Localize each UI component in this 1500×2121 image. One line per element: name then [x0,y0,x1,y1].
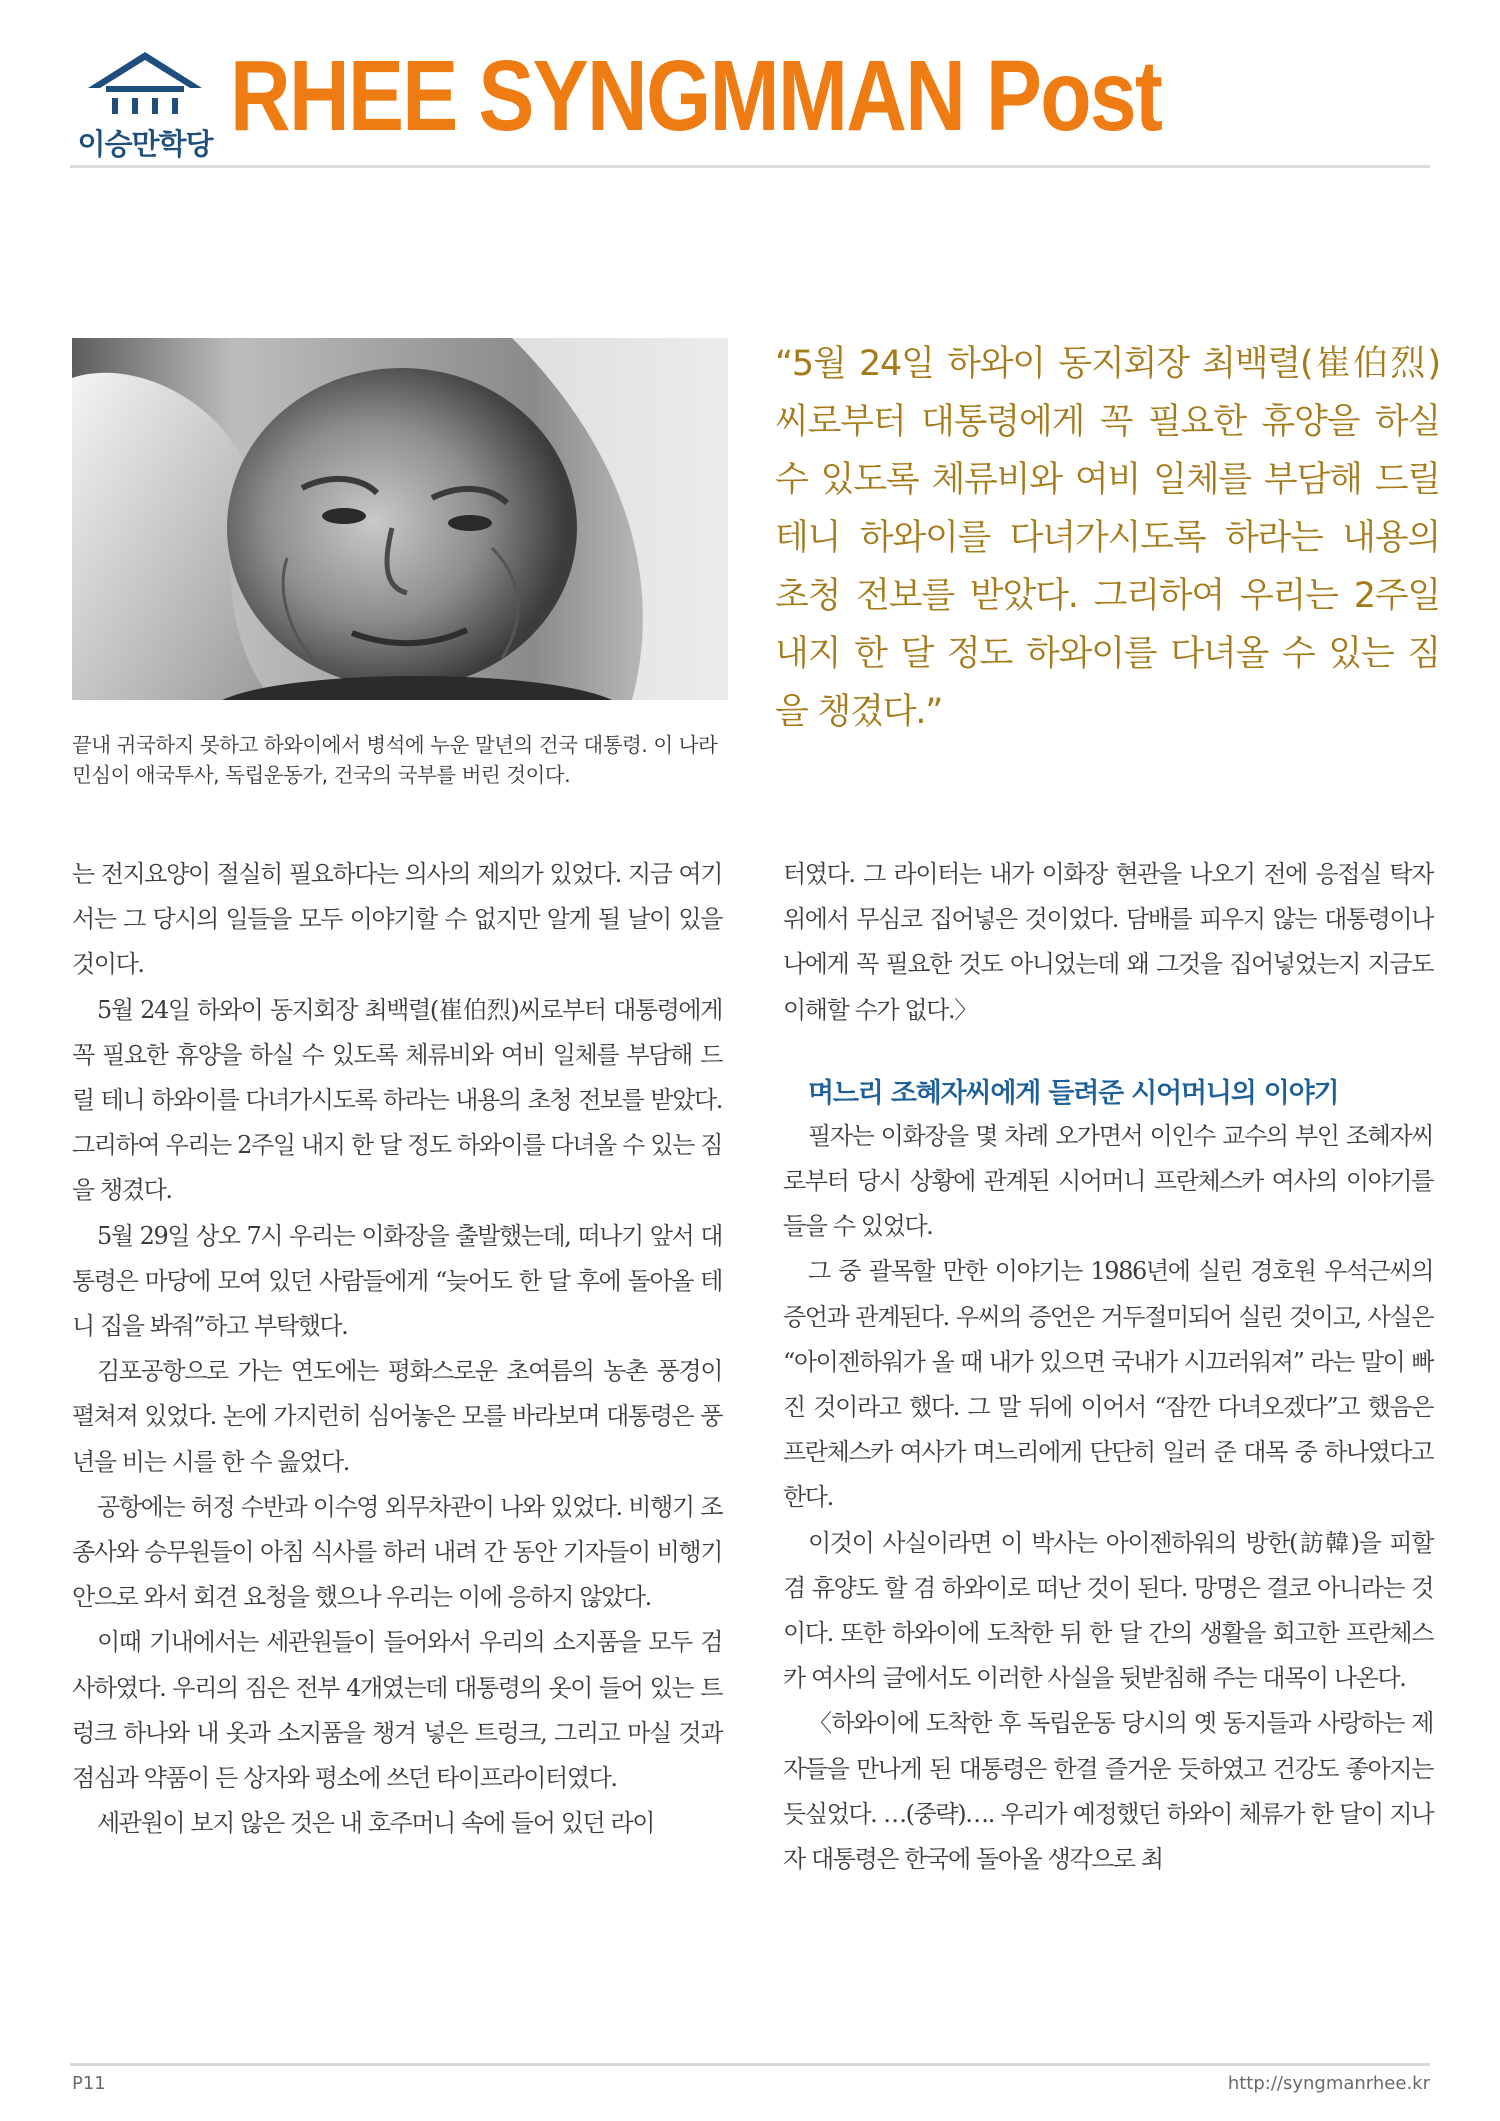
paragraph: 〈하와이에 도착한 후 독립운동 당시의 옛 동지들과 사랑하는 제자들을 만나게 된 대통령은 한결 즐거운 듯하였고 건강도 좋아지는 듯싶었다. …(중략)…. 우리가 예정했던 하와이 체류가 한 달이 지나자 대통령은 한국에 돌아올 생각으로 최 [783,1709,1433,1874]
paragraph: 김포공항으로 가는 연도에는 평화스로운 초여름의 농촌 풍경이 펼쳐져 있었다. 논에 가지런히 심어놓은 모를 바라보며 대통령은 풍년을 비는 시를 한 수 읊었다. [72,1357,722,1476]
body-column-left [72,852,722,1846]
paragraph: 세관원이 보지 않은 것은 내 호주머니 속에 들어 있던 라이 [97,1809,655,1838]
paragraph: 공항에는 허정 수반과 이수영 외무차관이 나와 있었다. 비행기 조종사와 승무원들이 아침 식사를 하러 내려 간 동안 기자들이 비행기 안으로 와서 회견 요청을 했으나 우리는 이에 응하지 않았다. [72,1492,722,1612]
body-column-right [783,852,1433,1882]
section-subhead: 며느리 조혜자씨에게 들려준 시어머니의 이야기 [808,1077,1339,1109]
paragraph: 필자는 이화장을 몇 차례 오가면서 이인수 교수의 부인 조혜자씨로부터 당시 상황에 관계된 시어머니 프란체스카 여사의 이야기를 들을 수 있었다. [783,1121,1433,1241]
paragraph: 5월 24일 하와이 동지회장 최백렬(崔伯烈)씨로부터 대통령에게 꼭 필요한 휴양을 하실 수 있도록 체류비와 여비 일체를 부담해 드릴 테니 하와이를 다녀가시도록 하라는 내용의 초청 전보를 받았다. 그리하여 우리는 2주일 내지 한 달 정도 하와이를 다녀올 수 있는 짐을 챙겼다. [72,995,722,1205]
paragraph: 이것이 사실이라면 이 박사는 아이젠하워의 방한(訪韓)을 피할 겸 휴양도 할 겸 하와이로 떠난 것이 된다. 망명은 결코 아니라는 것이다. 또한 하와이에 도착한 뒤 한 달 간의 생활을 회고한 프란체스카 여사의 글에서도 이러한 사실을 뒷받침해 주는 대목이 나온다. [783,1528,1433,1693]
pull-quote: “5월 24일 하와이 동지회장 최백렬(崔伯烈)씨로부터 대통령에게 꼭 필요한 휴양을 하실 수 있도록 체류비와 여비 일체를 부담해 드릴 테니 하와이를 다녀가시도록 하라는 내용의 초청 전보를 받았다. 그리하여 우리는 2주일 내지 한 달 정도 하와이를 다녀올 수 있는 짐을 챙겼다.” [775,344,1440,732]
house-logo-icon [82,48,208,120]
footer-url[interactable]: http://syngmanrhee.kr [1227,2073,1430,2094]
page-number: P11 [72,2073,106,2094]
footer-divider [70,2063,1430,2066]
paragraph: 터였다. 그 라이터는 내가 이화장 현관을 나오기 전에 응접실 탁자 위에서 무심코 집어넣은 것이었다. 담배를 피우지 않는 대통령이나 나에게 꼭 필요한 것도 아니었는데 왜 그것을 집어넣었는지 지금도 이해할 수가 없다.〉 [783,860,1433,1024]
paragraph: 5월 29일 상오 7시 우리는 이화장을 출발했는데, 떠나기 앞서 대통령은 마당에 모여 있던 사람들에게 “늦어도 한 달 후에 돌아올 테니 집을 봐줘”하고 부탁했다. [72,1221,722,1341]
page-header [70,40,1430,161]
logo [70,48,220,161]
paragraph: 그 중 괄목할 만한 이야기는 1986년에 실린 경호원 우석근씨의 증언과 관계된다. 우씨의 증언은 거두절미되어 실린 것이고, 사실은 “아이젠하워가 올 때 내가 있으면 국내가 시끄러워져” 라는 말이 빠진 것이라고 했다. 그 말 뒤에 이어서 “잠깐 다녀오겠다”고 했음은 프란체스카 여사가 며느리에게 단단히 일러 준 대목 중 하나였다고 한다. [783,1257,1433,1512]
portrait-photo [72,338,728,700]
paragraph: 이때 기내에서는 세관원들이 들어와서 우리의 소지품을 모두 검사하였다. 우리의 짐은 전부 4개였는데 대통령의 옷이 들어 있는 트렁크 하나와 내 옷과 소지품을 챙겨 넣은 트렁크, 그리고 마실 것과 점심과 약품이 든 상자와 평소에 쓰던 타이프라이터였다. [72,1628,722,1793]
paragraph: 는 전지요양이 절실히 필요하다는 의사의 제의가 있었다. 지금 여기서는 그 당시의 일들을 모두 이야기할 수 없지만 알게 될 날이 있을 것이다. [72,860,722,979]
header-divider [70,165,1430,168]
photo-caption: 끝내 귀국하지 못하고 하와이에서 병석에 누운 말년의 건국 대통령. 이 나라 민심이 애국투사, 독립운동가, 건국의 국부를 버린 것이다. [72,733,718,787]
masthead-title: RHEE SYNGMMAN Post [230,40,1162,152]
logo-text: 이승만학당 [77,127,213,161]
